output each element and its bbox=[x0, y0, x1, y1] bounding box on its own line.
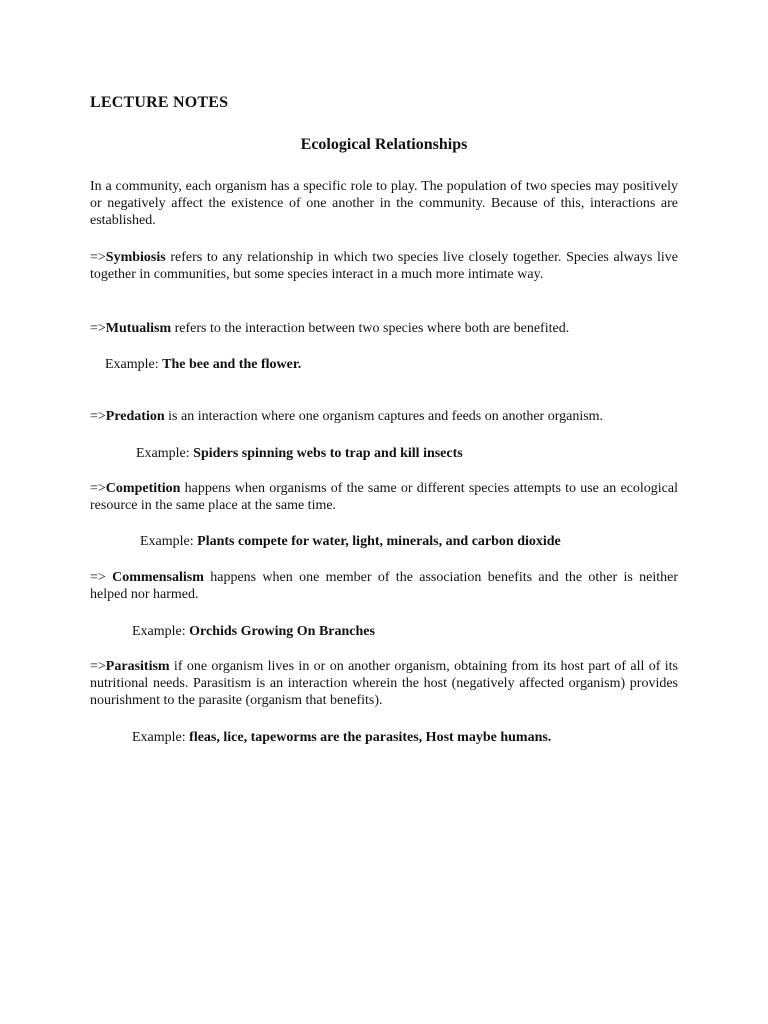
lecture-heading: LECTURE NOTES bbox=[90, 94, 229, 111]
definition-commensalism: happens when one member of the association benefits and the other is neither helped nor harmed. bbox=[90, 570, 678, 602]
term-predation: Predation bbox=[105, 409, 165, 424]
predation-paragraph bbox=[90, 408, 678, 425]
example-commensalism bbox=[132, 623, 375, 640]
definition-symbiosis: refers to any relationship in which two species live closely together. Species always live together in communities, but some species interact in a much more intimate way. bbox=[90, 250, 678, 282]
term-parasitism: Parasitism bbox=[105, 659, 170, 674]
example-predation bbox=[136, 445, 463, 462]
competition-paragraph bbox=[90, 480, 678, 514]
example-competition bbox=[140, 533, 561, 550]
parasitism-paragraph bbox=[90, 658, 678, 709]
definition-competition: happens when organisms of the same or different species attempts to use an ecological resource in the same place at the same time. bbox=[90, 481, 678, 513]
example-text-predation: Spiders spinning webs to trap and kill insects bbox=[193, 446, 463, 461]
arrow-marker: => bbox=[90, 570, 113, 585]
example-label: Example: bbox=[132, 730, 190, 745]
document-page bbox=[90, 0, 678, 1024]
example-text-commensalism: Orchids Growing On Branches bbox=[189, 624, 375, 639]
arrow-marker: => bbox=[90, 321, 106, 336]
definition-predation: is an interaction where one organism captures and feeds on another organism. bbox=[164, 409, 604, 424]
example-text-parasitism: fleas, lice, tapeworms are the parasites, Host maybe humans. bbox=[189, 730, 552, 745]
arrow-marker: => bbox=[90, 409, 106, 424]
arrow-marker: => bbox=[90, 659, 106, 674]
term-symbiosis: Symbiosis bbox=[105, 250, 166, 265]
arrow-marker: => bbox=[90, 481, 106, 496]
example-text-mutualism: The bee and the flower. bbox=[162, 357, 302, 372]
term-commensalism: Commensalism bbox=[112, 570, 204, 585]
symbiosis-paragraph bbox=[90, 249, 678, 283]
example-label: Example: bbox=[132, 624, 190, 639]
document-title: Ecological Relationships bbox=[300, 136, 468, 153]
example-label: Example: bbox=[105, 357, 163, 372]
example-parasitism bbox=[132, 729, 551, 746]
definition-parasitism: if one organism lives in or on another organism, obtaining from its host part of all of its nutritional needs. Parasitism is an interaction wherein the host (negatively affected organism) provides nourishment to the parasite (organism that benefits). bbox=[90, 659, 678, 708]
mutualism-paragraph bbox=[90, 320, 678, 337]
example-label: Example: bbox=[136, 446, 194, 461]
definition-mutualism: refers to the interaction between two species where both are benefited. bbox=[171, 321, 570, 336]
intro-paragraph: In a community, each organism has a specific role to play. The population of two species may positively or negatively affect the existence of one another in the community. Because of this, interactions are established. bbox=[90, 179, 678, 228]
arrow-marker: => bbox=[90, 250, 106, 265]
example-mutualism bbox=[105, 356, 301, 373]
term-competition: Competition bbox=[105, 481, 181, 496]
term-mutualism: Mutualism bbox=[105, 321, 172, 336]
example-text-competition: Plants compete for water, light, minerals, and carbon dioxide bbox=[197, 534, 561, 549]
commensalism-paragraph bbox=[90, 569, 678, 603]
example-label: Example: bbox=[140, 534, 198, 549]
